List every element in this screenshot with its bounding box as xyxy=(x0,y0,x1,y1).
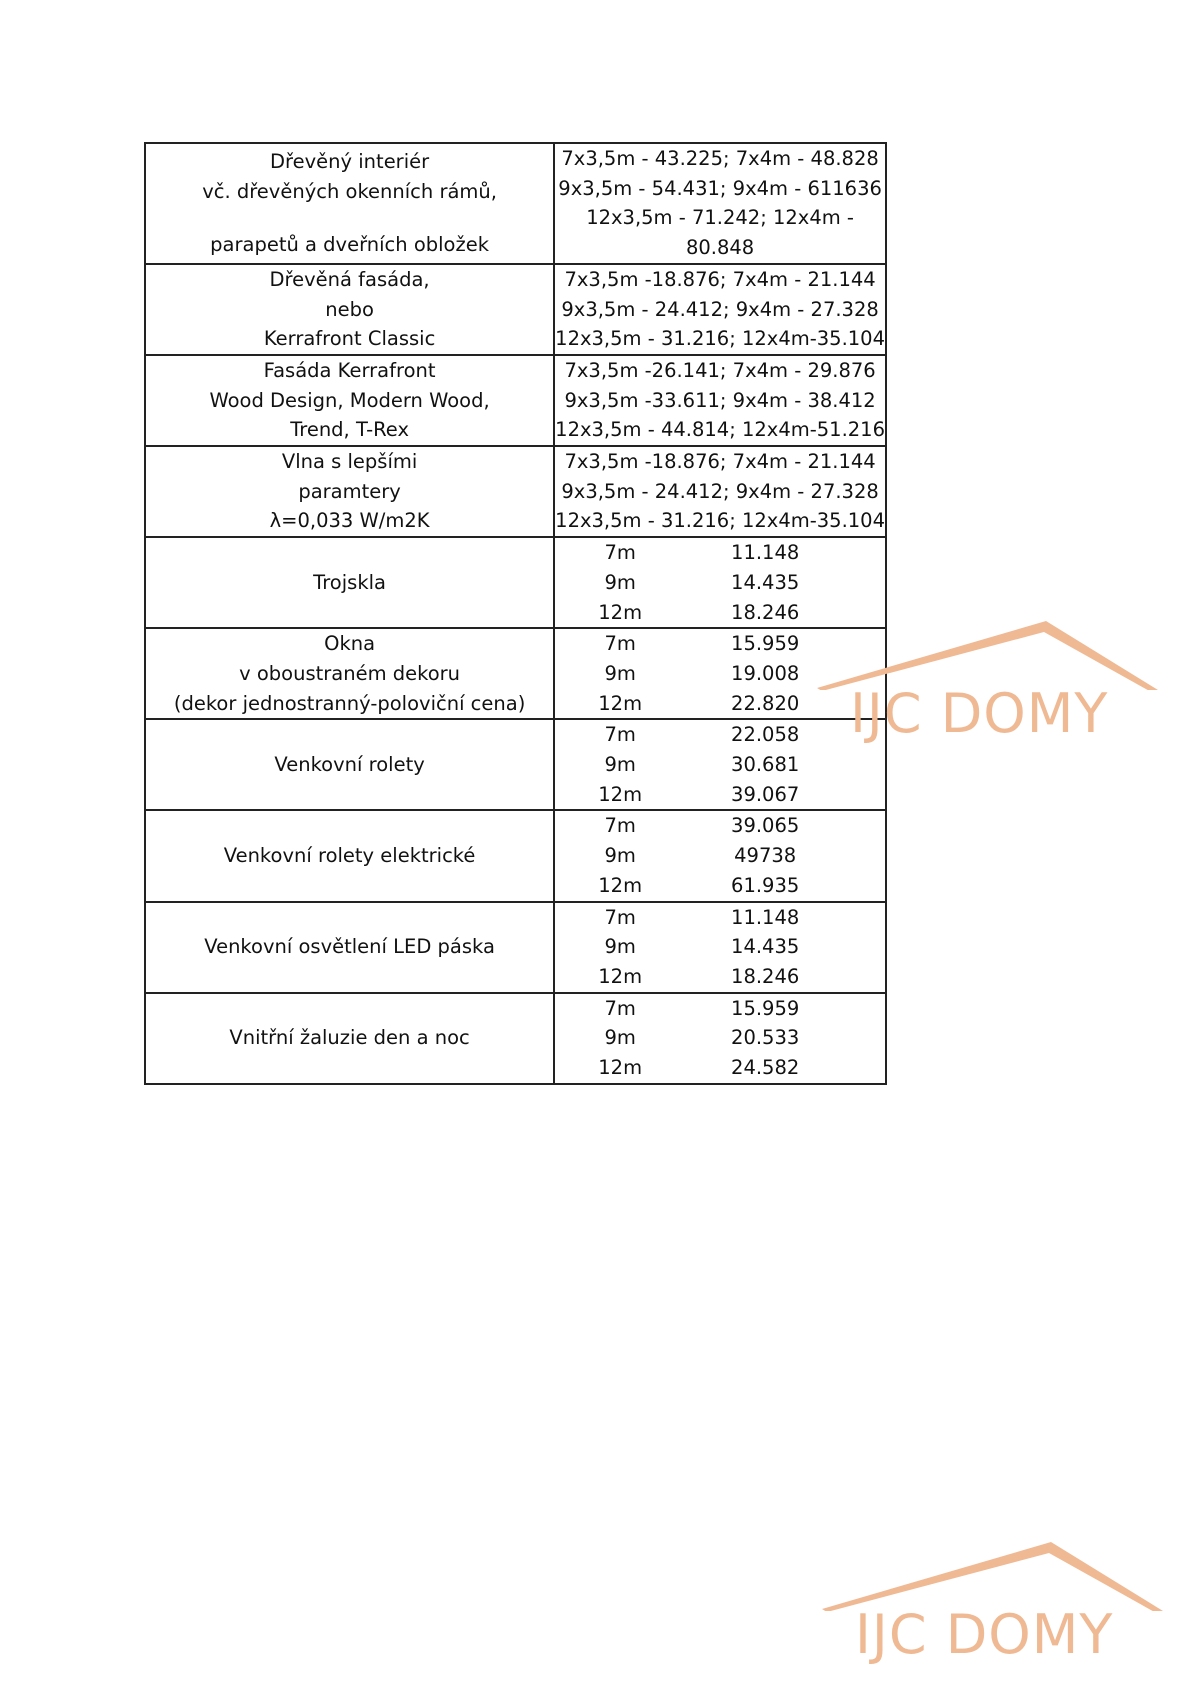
length-label: 7m xyxy=(604,996,636,1020)
length-price-pair xyxy=(555,1053,885,1083)
item-name-cell xyxy=(145,993,554,1084)
cell-line: nebo xyxy=(325,297,374,321)
watermark-logo xyxy=(812,620,1172,750)
cell-line: Venkovní rolety xyxy=(274,753,425,777)
length-label: 9m xyxy=(604,935,636,959)
cell-line: Venkovní rolety elektrické xyxy=(223,844,476,868)
table-row xyxy=(145,810,886,901)
cell-line: 12x3,5m - 31.216; 12x4m-35.104 xyxy=(555,327,885,351)
price-cell xyxy=(554,902,886,993)
price-cell xyxy=(554,537,886,628)
price-value: 11.148 xyxy=(731,541,800,565)
length-price-pair xyxy=(555,903,885,933)
length-label: 7m xyxy=(604,541,636,565)
length-label: 9m xyxy=(604,753,636,777)
table-row xyxy=(145,264,886,355)
footer-logo xyxy=(817,1541,1177,1671)
length-label: 12m xyxy=(598,691,643,715)
cell-line: 9x3,5m - 54.431; 9x4m - 611636 xyxy=(558,176,882,200)
cell-line: Kerrafront Classic xyxy=(263,327,436,351)
price-value: 24.582 xyxy=(731,1056,800,1080)
price-cell xyxy=(554,355,886,446)
cell-spacer xyxy=(146,206,553,230)
table-row xyxy=(145,628,886,719)
length-label: 9m xyxy=(604,844,636,868)
price-table xyxy=(144,142,887,1085)
item-name-cell xyxy=(145,446,554,537)
price-value: 30.681 xyxy=(731,753,800,777)
length-label: 9m xyxy=(604,1026,636,1050)
length-label: 9m xyxy=(604,570,636,594)
length-label: 7m xyxy=(604,814,636,838)
cell-line: 12x3,5m - 31.216; 12x4m-35.104 xyxy=(555,509,885,533)
price-value: 19.008 xyxy=(731,661,800,685)
cell-line: Trojskla xyxy=(313,570,386,594)
price-value: 14.435 xyxy=(731,570,800,594)
item-name-cell xyxy=(145,628,554,719)
item-name-cell xyxy=(145,902,554,993)
table-row xyxy=(145,537,886,628)
length-label: 12m xyxy=(598,782,643,806)
length-price-pair xyxy=(555,1023,885,1053)
length-label: 9m xyxy=(604,661,636,685)
cell-line: 9x3,5m - 24.412; 9x4m - 27.328 xyxy=(561,297,879,321)
cell-line: Venkovní osvětlení LED páska xyxy=(204,935,495,959)
price-cell xyxy=(554,264,886,355)
price-value: 22.820 xyxy=(731,691,800,715)
length-label: 12m xyxy=(598,964,643,988)
cell-line: Okna xyxy=(324,632,376,656)
cell-line: Dřevěná fasáda, xyxy=(269,267,430,291)
price-value: 49738 xyxy=(734,844,797,868)
cell-line: 7x3,5m - 43.225; 7x4m - 48.828 xyxy=(561,147,879,170)
length-label: 7m xyxy=(604,723,636,747)
length-price-pair xyxy=(555,780,885,810)
length-price-pair xyxy=(555,932,885,962)
length-price-pair xyxy=(555,538,885,568)
item-name-cell xyxy=(145,719,554,810)
cell-line: vč. dřevěných okenních rámů, xyxy=(202,179,497,203)
cell-line: 12x3,5m - 71.242; 12x4m - xyxy=(586,206,854,230)
cell-line: Vnitřní žaluzie den a noc xyxy=(229,1026,470,1050)
cell-line: 9x3,5m -33.611; 9x4m - 38.412 xyxy=(564,388,876,412)
table-row xyxy=(145,719,886,810)
length-label: 12m xyxy=(598,1056,643,1080)
table-body xyxy=(145,143,886,1084)
cell-line: Dřevěný interiér xyxy=(270,149,430,173)
cell-line: (dekor jednostranný-poloviční cena) xyxy=(173,691,526,715)
table-row xyxy=(145,446,886,537)
table-row xyxy=(145,902,886,993)
cell-line: 7x3,5m -18.876; 7x4m - 21.144 xyxy=(564,267,876,291)
price-value: 14.435 xyxy=(731,935,800,959)
price-value: 18.246 xyxy=(731,964,800,988)
length-price-pair xyxy=(555,568,885,598)
item-name-cell xyxy=(145,537,554,628)
table-row xyxy=(145,355,886,446)
cell-line: 80.848 xyxy=(685,236,755,260)
roof-icon xyxy=(812,620,1172,690)
footer-logo-text: IJC DOMY xyxy=(855,1603,1114,1666)
cell-line: 7x3,5m -26.141; 7x4m - 29.876 xyxy=(564,358,876,382)
cell-line: Vlna s lepšími xyxy=(281,450,418,474)
item-name-cell xyxy=(145,264,554,355)
cell-line: Trend, T-Rex xyxy=(290,418,409,442)
table-row xyxy=(145,143,886,264)
table-row xyxy=(145,993,886,1084)
price-value: 22.058 xyxy=(731,723,800,747)
price-value: 39.065 xyxy=(731,814,800,838)
length-label: 12m xyxy=(598,873,643,897)
cell-line: parapetů a dveřních obložek xyxy=(210,233,490,257)
length-label: 7m xyxy=(604,905,636,929)
cell-line: Fasáda Kerrafront xyxy=(263,358,436,382)
length-price-pair xyxy=(555,962,885,992)
price-value: 15.959 xyxy=(731,996,800,1020)
length-price-pair xyxy=(555,994,885,1024)
roof-icon xyxy=(817,1541,1177,1611)
price-value: 15.959 xyxy=(731,632,800,656)
cell-line: 12x3,5m - 44.814; 12x4m-51.216 xyxy=(555,418,885,442)
price-value: 18.246 xyxy=(731,600,800,624)
cell-line: 9x3,5m - 24.412; 9x4m - 27.328 xyxy=(561,479,879,503)
cell-line: 7x3,5m -18.876; 7x4m - 21.144 xyxy=(564,450,876,474)
item-name-cell xyxy=(145,143,554,264)
item-name-cell xyxy=(145,810,554,901)
price-value: 39.067 xyxy=(731,782,800,806)
cell-line: paramtery xyxy=(298,479,401,503)
price-cell xyxy=(554,810,886,901)
cell-line: v oboustraném dekoru xyxy=(239,661,461,685)
watermark-text: IJC DOMY xyxy=(850,682,1109,745)
length-price-pair xyxy=(555,871,885,901)
cell-line: λ=0,033 W/m2K xyxy=(269,509,430,533)
price-value: 61.935 xyxy=(731,873,800,897)
length-price-pair xyxy=(555,811,885,841)
price-cell xyxy=(554,143,886,264)
cell-line: Wood Design, Modern Wood, xyxy=(209,388,490,412)
price-value: 20.533 xyxy=(731,1026,800,1050)
price-cell xyxy=(554,446,886,537)
price-cell xyxy=(554,993,886,1084)
length-label: 7m xyxy=(604,632,636,656)
length-label: 12m xyxy=(598,600,643,624)
item-name-cell xyxy=(145,355,554,446)
length-price-pair xyxy=(555,750,885,780)
price-value: 11.148 xyxy=(731,905,800,929)
length-price-pair xyxy=(555,841,885,871)
